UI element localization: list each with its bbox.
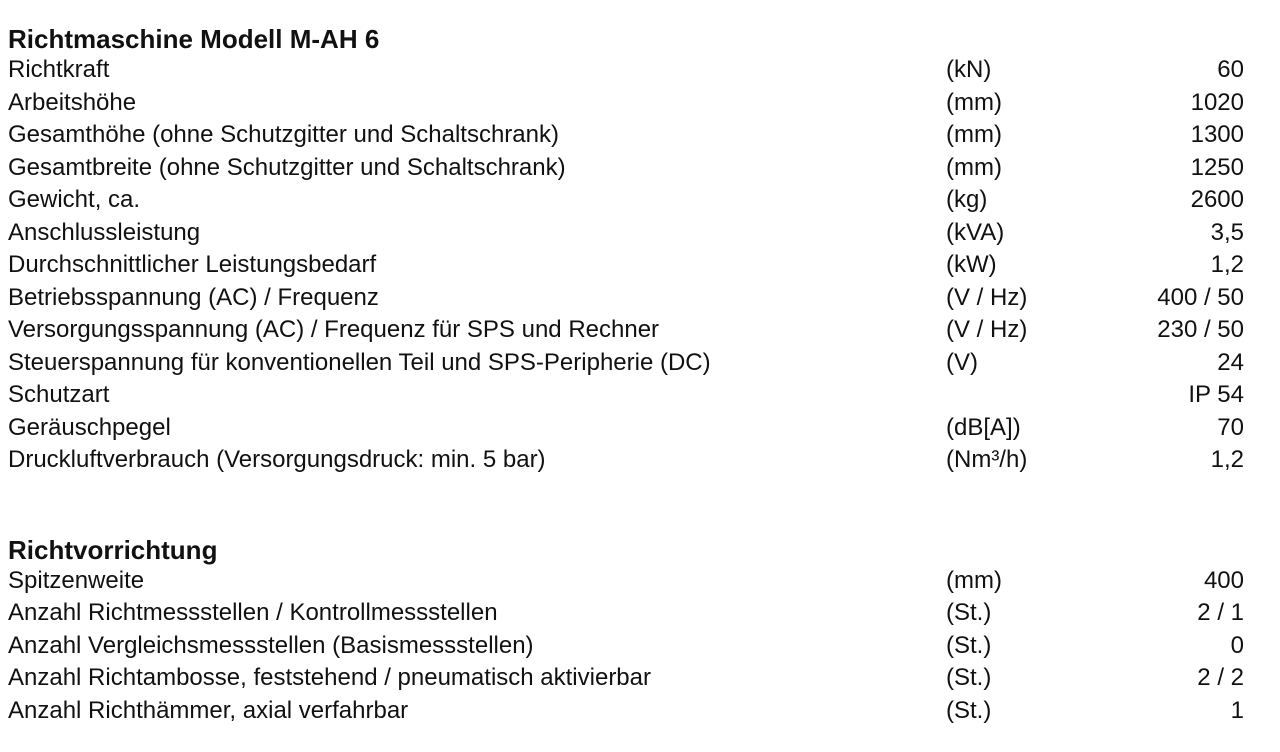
spec-value: 400 [1203,566,1244,594]
spec-value: 1,2 [1210,251,1244,278]
spec-label: Versorgungsspannung (AC) / Frequenz für SPS und Rechner [8,316,660,343]
section-title: Richtvorrichtung [8,534,218,565]
spec-row [8,597,1248,630]
spec-label: Steuerspannung für konventionellen Teil und SPS-Peripherie (DC) [8,348,711,376]
spec-value: 1300 [1190,121,1244,148]
spec-row [8,347,1248,380]
spec-row [8,444,1248,477]
spec-unit: (St.) [946,599,992,626]
spec-value: 2 / 2 [1197,664,1244,691]
spec-row [8,695,1248,728]
spec-label: Anschlussleistung [8,218,201,246]
spec-label: Schutzart [8,381,110,408]
spec-unit: (mm) [946,121,1002,148]
spec-row [8,630,1248,663]
section-machine [8,24,1248,477]
spec-unit: (dB[A]) [946,413,1021,441]
spec-row [8,217,1248,250]
section-straightening-device [8,535,1248,728]
spec-value: 2 / 1 [1197,599,1244,626]
spec-unit: (kg) [946,186,988,213]
spec-unit: (V / Hz) [946,283,1028,311]
spec-row [8,412,1248,445]
spec-list [8,565,1248,728]
spec-unit: (kVA) [946,218,1005,246]
spec-row [8,249,1248,282]
spec-row [8,314,1248,347]
spec-label: Durchschnittlicher Leistungsbedarf [8,251,377,278]
spec-label: Arbeitshöhe [8,88,137,116]
spec-unit: (St.) [946,696,992,724]
spec-row [8,565,1248,598]
spec-row [8,54,1248,87]
spec-label: Geräuschpegel [8,413,171,441]
spec-label: Gewicht, ca. [8,186,141,213]
spec-value: 230 / 50 [1157,316,1244,343]
spec-unit: (mm) [946,153,1002,181]
spec-unit: (kN) [946,56,992,83]
spec-list [8,54,1248,477]
spec-label: Anzahl Richtmessstellen / Kontrollmessstellen [8,599,498,626]
spec-value: 24 [1217,348,1244,376]
spec-label: Gesamtbreite (ohne Schutzgitter und Schaltschrank) [8,153,566,181]
spec-label: Anzahl Vergleichsmessstellen (Basismessstellen) [8,631,534,659]
spec-unit: (Nm³/h) [946,446,1028,473]
spec-row [8,87,1248,120]
spec-label: Anzahl Richtambosse, feststehend / pneumatisch aktivierbar [8,664,651,691]
spec-unit: (mm) [946,566,1002,594]
spec-value: 0 [1230,631,1244,659]
spec-label: Druckluftverbrauch (Versorgungsdruck: min. 5 bar) [8,446,546,473]
spec-value: 60 [1217,56,1244,83]
spec-row [8,184,1248,217]
spec-row [8,119,1248,152]
spec-value: 3,5 [1210,218,1244,246]
spec-unit: (kW) [946,251,997,278]
spec-label: Anzahl Richthämmer, axial verfahrbar [8,696,409,724]
spec-label: Gesamthöhe (ohne Schutzgitter und Schaltschrank) [8,121,559,148]
spec-sheet [8,24,1248,727]
spec-value: 400 / 50 [1157,283,1244,311]
spec-unit: (V) [946,348,978,376]
spec-label: Spitzenweite [8,566,145,594]
spec-row [8,282,1248,315]
spec-value: IP 54 [1188,381,1244,408]
spec-value: 1250 [1190,153,1244,181]
spec-value: 2600 [1190,186,1244,213]
spec-unit: (St.) [946,631,992,659]
spec-value: 1,2 [1210,446,1244,473]
spec-label: Betriebsspannung (AC) / Frequenz [8,283,379,311]
spec-value: 1020 [1190,88,1244,116]
spec-value: 70 [1217,413,1244,441]
spec-value: 1 [1230,696,1244,724]
spec-unit: (St.) [946,664,992,691]
spec-label: Richtkraft [8,56,110,83]
spec-row [8,379,1248,412]
spec-unit: (V / Hz) [946,316,1028,343]
spec-row [8,152,1248,185]
section-title: Richtmaschine Modell M-AH 6 [8,24,380,54]
spec-unit: (mm) [946,88,1002,116]
spec-row [8,662,1248,695]
